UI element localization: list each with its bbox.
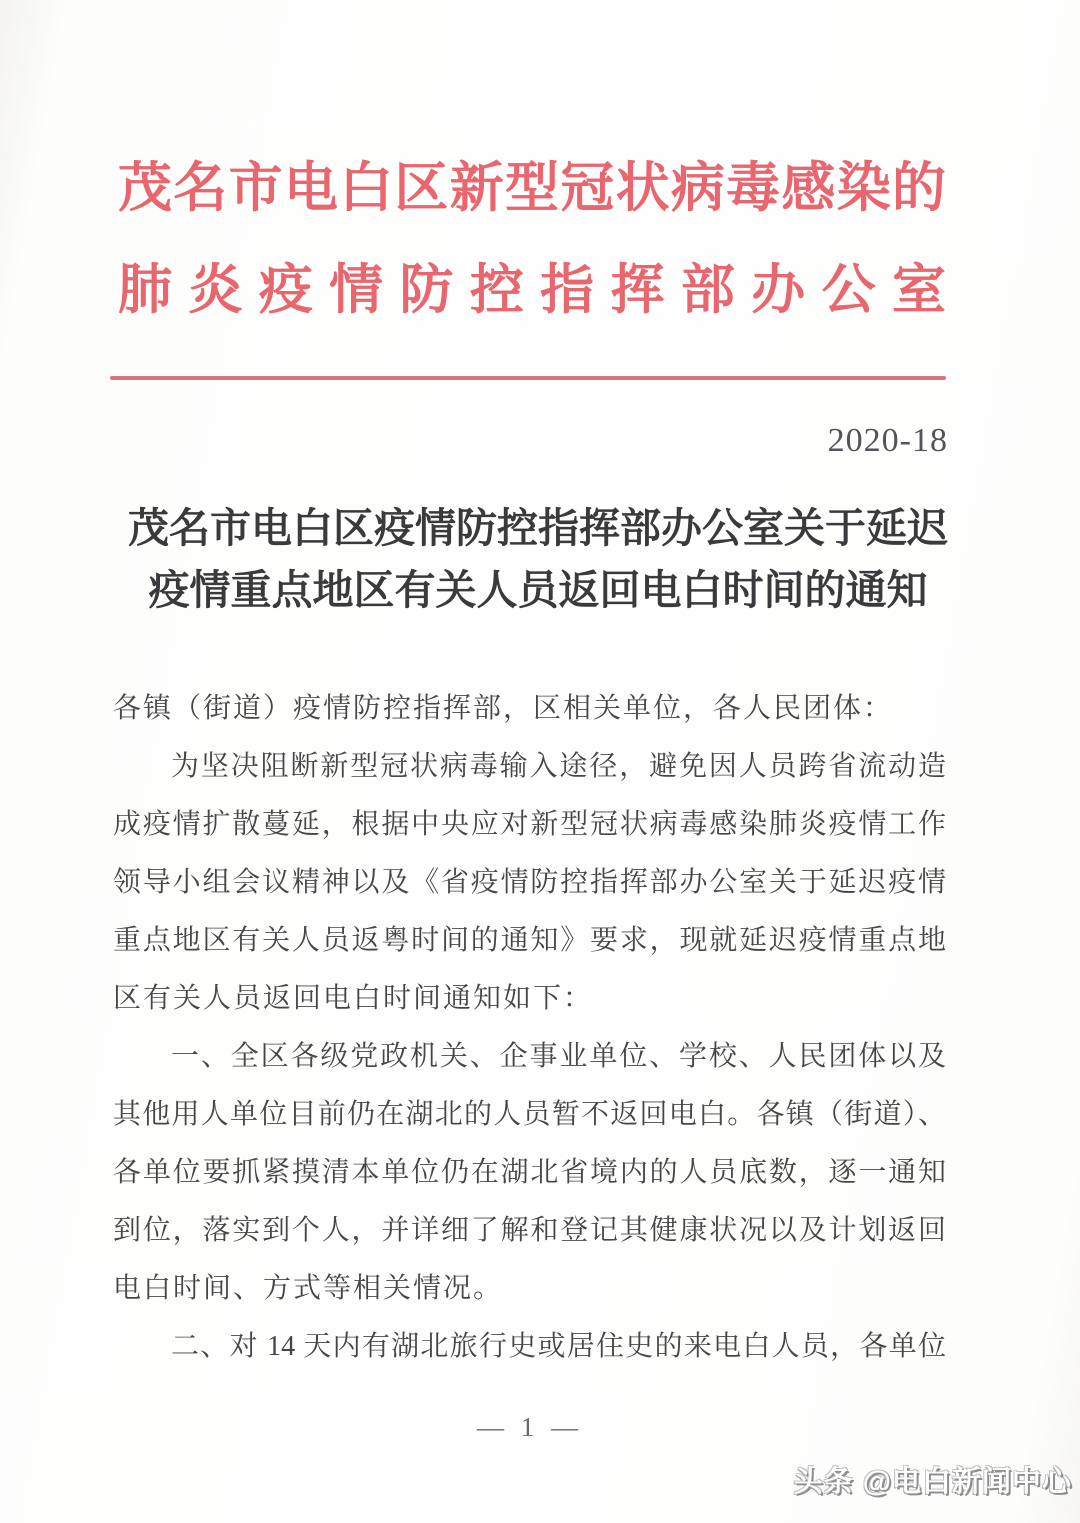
body-line: 电白时间、方式等相关情况。 <box>113 1273 504 1304</box>
body-line: 二、对 14 天内有湖北旅行史或居住史的来电白人员，各单位 <box>171 1331 946 1362</box>
body-line: 一、全区各级党政机关、企事业单位、学校、人民团体以及 <box>171 1041 946 1072</box>
body-line: 到位，落实到个人，并详细了解和登记其健康状况以及计划返回 <box>113 1215 946 1246</box>
body-text <box>113 680 946 1376</box>
body-line: 各镇（街道）疫情防控指挥部，区相关单位，各人民团体： <box>113 693 894 724</box>
watermark-toutiao: 头条 @电白新闻中心 <box>793 1466 1072 1498</box>
body-line: 成疫情扩散蔓延，根据中央应对新型冠状病毒感染肺炎疫情工作 <box>113 809 946 840</box>
letterhead-org-line2: 肺炎疫情防控指挥部办公室 <box>118 260 946 320</box>
body-line: 各单位要抓紧摸清本单位仍在湖北省境内的人员底数，逐一通知 <box>113 1157 946 1188</box>
letterhead-org-line1: 茂名市电白区新型冠状病毒感染的 <box>118 158 946 218</box>
body-line: 为坚决阻断新型冠状病毒输入途径，避免因人员跨省流动造 <box>171 751 946 782</box>
page-number: — 1 — <box>477 1412 583 1442</box>
letterhead <box>118 137 946 341</box>
body-line: 重点地区有关人员返粤时间的通知》要求，现就延迟疫情重点地 <box>113 925 946 956</box>
body-line: 其他用人单位目前仍在湖北的人员暂不返回电白。各镇（街道）、 <box>113 1099 946 1130</box>
body-line: 领导小组会议精神以及《省疫情防控指挥部办公室关于延迟疫情 <box>113 867 946 898</box>
document-title <box>115 497 961 621</box>
doc-number: 2020-18 <box>827 422 948 459</box>
document-title-line1: 茂名市电白区疫情防控指挥部办公室关于延迟 <box>128 505 948 551</box>
body-line: 区有关人员返回电白时间通知如下： <box>113 983 594 1014</box>
letterhead-divider-rule <box>110 376 946 380</box>
document-title-line2: 疫情重点地区有关人员返回电白时间的通知 <box>148 567 928 613</box>
